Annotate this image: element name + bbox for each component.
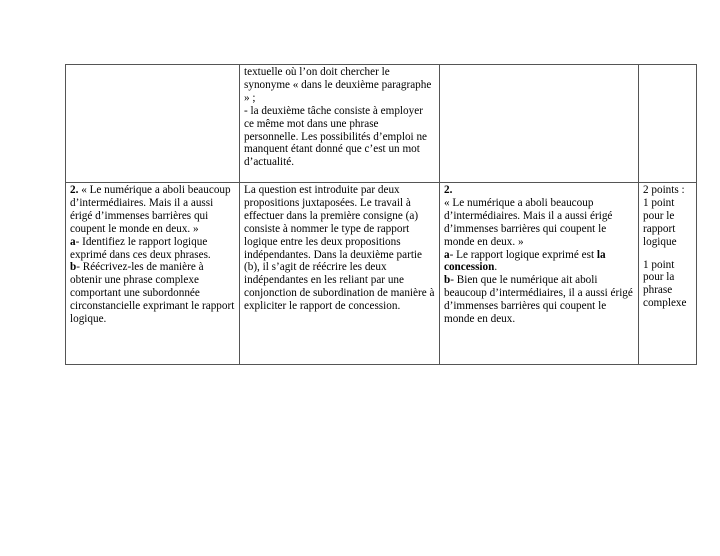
question-part-a-letter: a bbox=[70, 235, 76, 248]
answer-part-a: a- Le rapport logique exprimé est la concession. bbox=[444, 248, 606, 274]
question-part-b-text: - Réécrivez-les de manière à obtenir une phrase complexe comportant une subordonnée circonstancielle exprimant le rapport logique. bbox=[70, 261, 235, 326]
question-quote: « Le numérique a aboli beaucoup d’intermédiaires. Mais il a aussi érigé d’immenses barrières qui coupent le monde en deux. » bbox=[70, 184, 231, 235]
question-part-b bbox=[70, 261, 235, 326]
answer-part-b bbox=[444, 274, 634, 326]
answer-part-a-bold: la concession bbox=[444, 248, 606, 274]
answer-number: 2. bbox=[444, 184, 453, 196]
row1-commentary-cell bbox=[240, 65, 440, 183]
question-part-a-text: - Identifiez le rapport logique exprimé dans ces deux phrases. bbox=[70, 235, 211, 261]
row2-question-cell bbox=[66, 183, 240, 365]
table-row bbox=[66, 183, 697, 365]
row2-points-cell bbox=[639, 183, 697, 365]
question-statement bbox=[70, 184, 235, 236]
answer-part-a-letter: a bbox=[444, 248, 450, 261]
row1-points-cell bbox=[639, 65, 697, 183]
row1-commentary-line2: - la deuxième tâche consiste à employer ce même mot dans une phrase personnelle. Les possibilités d’emploi ne manquent étant donné que c’est un mot d’actualité. bbox=[244, 104, 428, 169]
row2-answer-cell bbox=[440, 183, 639, 365]
row1-answer-cell bbox=[440, 65, 639, 183]
row1-commentary-line1: textuelle où l’on doit chercher le synonyme « dans le deuxième paragraphe » ; bbox=[244, 66, 432, 104]
table-row bbox=[66, 65, 697, 183]
answer-part-a-text: - Le rapport logique exprimé est bbox=[449, 248, 597, 261]
answer-part-b-text: - Bien que le numérique ait aboli beaucoup d’intermédiaires, il a aussi érigé d’immenses barrières qui coupent le monde en deux. bbox=[444, 274, 633, 326]
correction-table bbox=[65, 64, 697, 365]
points-line1: 2 points : 1 point pour le rapport logique bbox=[643, 184, 685, 248]
answer-quote: « Le numérique a aboli beaucoup d’intermédiaires. Mais il a aussi érigé d’immenses barrières qui coupent le monde en deux. » bbox=[444, 196, 613, 248]
points-line2: 1 point pour la phrase complexe bbox=[643, 258, 687, 310]
row2-commentary-cell: La question est introduite par deux propositions juxtaposées. Le travail à effectuer dans la première consigne (a) consiste à nommer le type de rapport logique entre les deux propositions indépendantes. Dans la deuxième partie (b), il s’agit de réécrire les deux indépendantes en les reliant par une conjonction de subordination de manière à expliciter le rapport de concession. bbox=[240, 183, 440, 365]
question-part-b-letter: b bbox=[70, 261, 77, 274]
question-part-a bbox=[70, 236, 235, 262]
row1-question-cell bbox=[66, 65, 240, 183]
question-number: 2. bbox=[70, 184, 79, 196]
answer-part-b-letter: b bbox=[444, 274, 451, 287]
